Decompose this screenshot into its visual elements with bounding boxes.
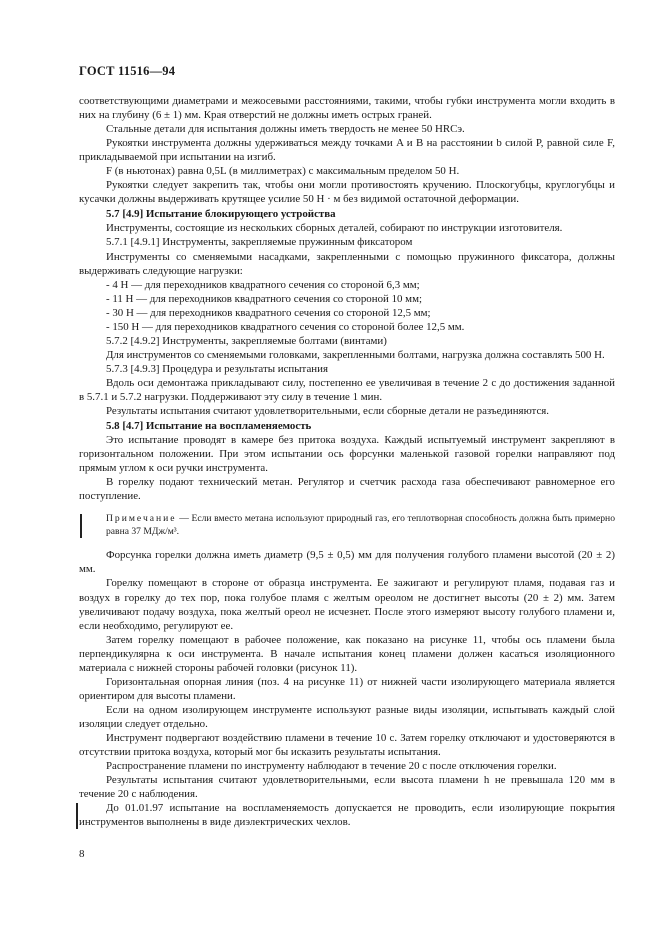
paragraph: Для инструментов со сменяемыми головками, закрепленными болтами, нагрузка должна составлять 500 Н.	[106, 348, 605, 361]
paragraph: Горизонтальная опорная линия (поз. 4 на рисунке 11) от нижней части изолирующего материала является ориентиром для высоты пламени.	[79, 675, 615, 702]
paragraph: В горелку подают технический метан. Регулятор и счетчик расхода газа обеспечивают равномерное его поступление.	[79, 476, 615, 503]
document-header: ГОСТ 11516—94	[79, 64, 176, 78]
list-item: - 4 Н — для переходников квадратного сечения со стороной 6,3 мм;	[106, 278, 420, 291]
paragraph: соответствующими диаметрами и межосевыми расстояниями, такими, чтобы губки инструмента могли входить в них на глубину (6 ± 1) мм. Края отверстий не должны иметь острых граней.	[79, 95, 615, 122]
note-label: Примечание	[106, 513, 177, 525]
paragraph: F (в ньютонах) равна 0,5L (в миллиметрах) с максимальным пределом 50 Н.	[106, 165, 460, 178]
paragraph: Рукоятки следует закрепить так, чтобы они могли противостоять кручению. Плоскогубцы, круглогубцы и кусачки должны выдерживать крутящее усилие 50 Н · м без видимой остаточной деформации.	[79, 179, 615, 206]
paragraph: Вдоль оси демонтажа прикладывают силу, постепенно ее увеличивая в течение 2 с до достижения заданной в 5.7.1 и 5.7.2 нагрузки. Поддерживают эту силу в течение 1 мин.	[79, 376, 615, 403]
list-item: - 11 Н — для переходников квадратного сечения со стороной 10 мм;	[106, 292, 422, 305]
paragraph: Инструменты, состоящие из нескольких сборных деталей, собирают по инструкции изготовителя.	[106, 222, 563, 235]
paragraph: Горелку помещают в стороне от образца инструмента. Ее зажигают и регулируют пламя, подавая газ и воздух в горелку до тех пор, пока голубое пламя с желтым ореолом не достигнет высоты (20 ± 2) мм. Затем увеличивают подачу воздуха, пока желтый ореол не исчезнет. После этого измеряют высоту голубого пламени и, если необходимо, регулируют ее.	[79, 577, 615, 632]
paragraph	[79, 801, 615, 829]
paragraph: Стальные детали для испытания должны иметь твердость не менее 50 HRCэ.	[106, 123, 465, 136]
subsection-heading: 5.7.3 [4.9.3] Процедура и результаты испытания	[106, 362, 328, 375]
paragraph: Если на одном изолирующем инструменте используют разные виды изоляции, испытывать каждый слой изоляции следует отдельно.	[79, 703, 615, 730]
subsection-heading: 5.7.2 [4.9.2] Инструменты, закрепляемые болтами (винтами)	[106, 334, 387, 347]
paragraph: Затем горелку помещают в рабочее положение, как показано на рисунке 11, чтобы ось пламени была перпендикулярна к оси инструмента. В начале испытания конец пламени должен касаться изоляционного материала с нижней стороны рабочей головки (рисунок 11).	[79, 633, 615, 674]
section-heading: 5.8 [4.7] Испытание на воспламеняемость	[106, 420, 312, 433]
note-text: — Если вместо метана используют природный газ, его теплотворная способность должна быть примерно равна 37 МДж/м³.	[106, 513, 615, 537]
paragraph: Результаты испытания считают удовлетворительными, если сборные детали не разъединяются.	[106, 405, 550, 418]
paragraph: Инструмент подвергают воздействию пламени в течение 10 с. Затем горелку отключают и удостоверяются в отсутствии притока воздуха, который мог бы исказить результаты испытания.	[79, 731, 615, 759]
document-body	[79, 94, 615, 829]
change-bar	[80, 514, 82, 538]
section-heading: 5.7 [4.9] Испытание блокирующего устройства	[106, 208, 336, 221]
page-number: 8	[79, 848, 85, 860]
paragraph: Это испытание проводят в камере без притока воздуха. Каждый испытуемый инструмент закрепляют в горизонтальном положении. При этом испытании ось форсунки маленькой газовой горелки направляют под прямым углом к оси ручки инструмента.	[79, 434, 615, 475]
paragraph: Распространение пламени по инструменту наблюдают в течение 20 с после отключения горелки.	[106, 760, 557, 773]
paragraph: Инструменты со сменяемыми насадками, закрепленными с помощью пружинного фиксатора, должны выдерживать следующие нагрузки:	[79, 250, 615, 277]
list-item: - 150 Н — для переходников квадратного сечения со стороной более 12,5 мм.	[106, 320, 465, 333]
note	[79, 513, 615, 538]
subsection-heading: 5.7.1 [4.9.1] Инструменты, закрепляемые пружинным фиксатором	[106, 236, 413, 249]
paragraph: Результаты испытания считают удовлетворительными, если высота пламени h не превышала 120 мм в течение 20 с наблюдения.	[79, 774, 615, 801]
paragraph: Форсунка горелки должна иметь диаметр (9,5 ± 0,5) мм для получения голубого пламени высотой (20 ± 2) мм.	[79, 549, 615, 576]
paragraph: Рукоятки инструмента должны удерживаться между точками A и B на расстоянии b силой P, равной силе F, прикладываемой при испытании на изгиб.	[79, 137, 615, 164]
list-item: - 30 Н — для переходников квадратного сечения со стороной 12,5 мм;	[106, 306, 431, 319]
paragraph-text: До 01.01.97 испытание на воспламеняемость допускается не проводить, если изолирующие покрытия инструментов выполнены в виде диэлектрических чехлов.	[79, 802, 615, 829]
change-bar	[76, 803, 78, 829]
